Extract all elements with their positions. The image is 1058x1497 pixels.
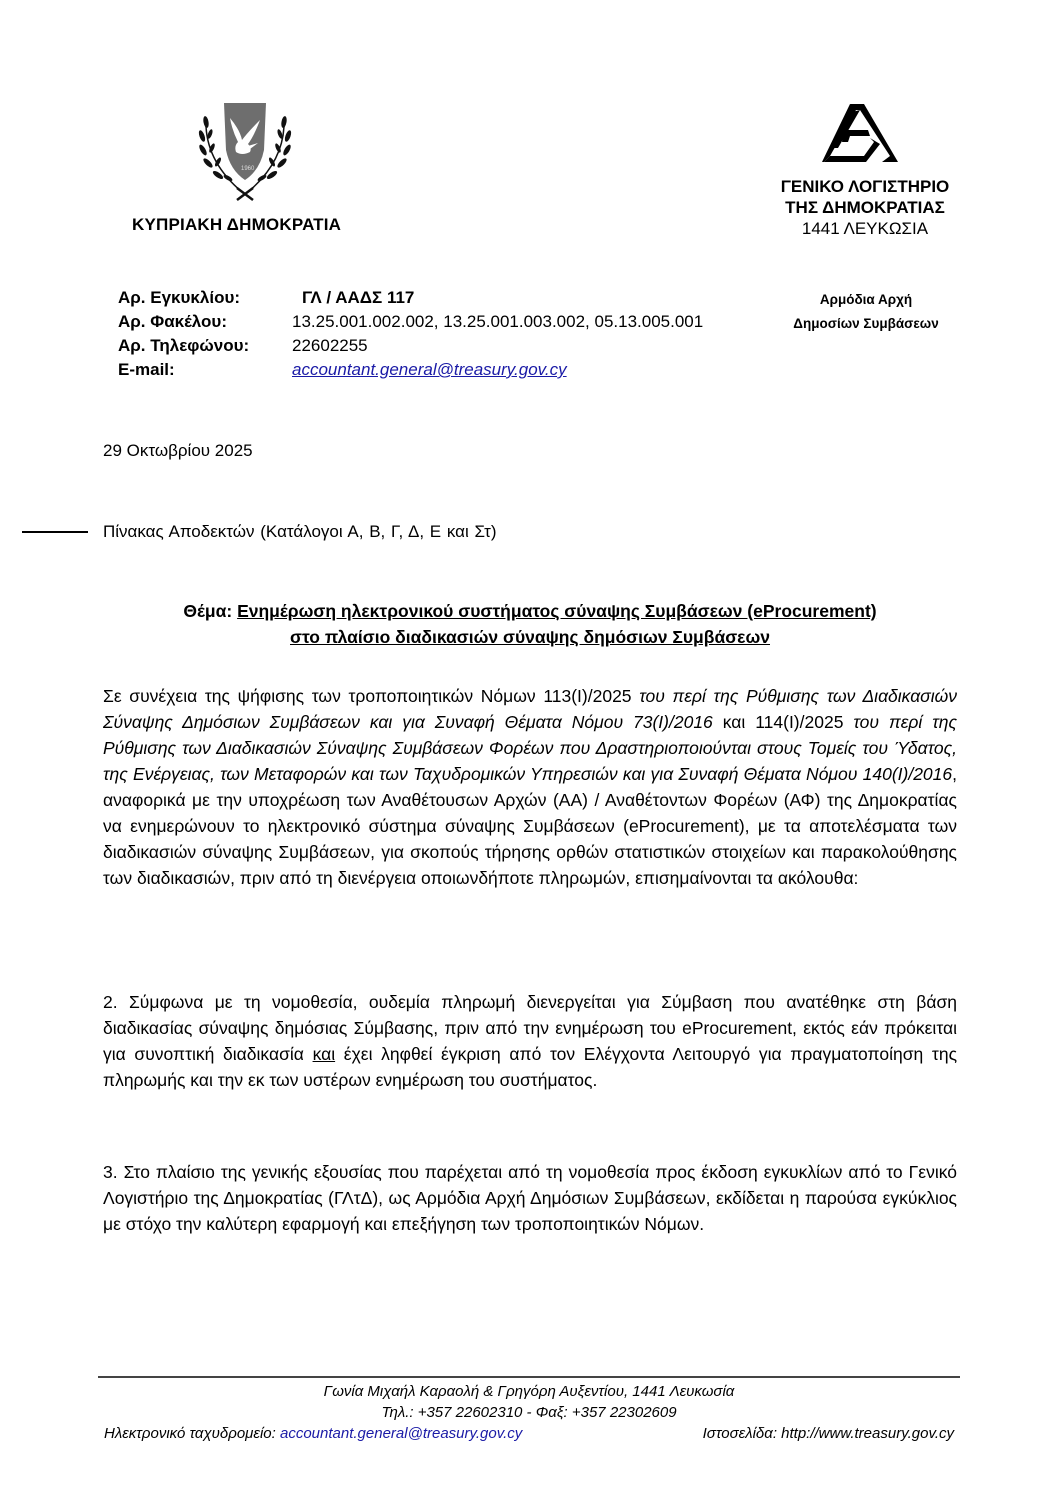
footer-email-link[interactable]: accountant.general@treasury.gov.cy [280,1425,523,1442]
treasury-triangle-logo-icon [820,100,900,166]
footer [98,1381,960,1444]
treasury-org-block [750,176,980,239]
recipients-divider [22,531,88,533]
subject-title-line1: Ενημέρωση ηλεκτρονικού συστήματος σύναψης Συμβάσεων (eProcurement) [237,601,877,621]
subject-label: Θέμα: [183,601,233,621]
phone-number-row [118,334,703,358]
subject-title-line2: στο πλαίσιο διαδικασιών σύναψης δημόσιων Συμβάσεων [290,627,770,647]
footer-contacts [98,1423,960,1444]
footer-website[interactable]: Ιστοσελίδα: http://www.treasury.gov.cy [702,1425,954,1442]
authority-line1: Αρμόδια Αρχή [819,292,913,307]
circular-number-value: ΓΛ / ΑΑΔΣ 117 [302,288,415,307]
p1-text-1: Σε συνέχεια της ψήφισης των τροποποιητικών Νόμων 113(I)/2025 [103,686,640,706]
p1-text-2: και 114(I)/2025 [712,712,854,732]
subject-block [90,598,970,650]
file-number-value: 13.25.001.002.002, 13.25.001.003.002, 05.13.005.001 [292,312,704,331]
treasury-city-line: 1441 ΛΕΥΚΩΣΙΑ [801,219,929,238]
circular-number-row [118,286,703,310]
p1-law-citation-2: του περί της Ρύθμισης των Διαδικασιών Σύναψης Συμβάσεων Φορέων που Δραστηριοποιούνται στους Τομείς του Ύδατος, της Ενέργειας, των Μεταφορών και των Ταχυδρομικών Υπηρεσιών και για Συναφή Θέματα Νόμου 140(I)/2016 [103,712,957,784]
p2-text-1: 2. Σύμφωνα με τη νομοθεσία, ουδεμία πληρωμή διενεργείται για Σύμβαση που ανατέθηκε στη βάση διαδικασίας σύναψης δημόσιας Σύμβασης, πριν από την ενημέρωση του eProcurement, εκτός εάν πρόκειται για συνοπτική διαδικασία [103,992,957,1064]
p1-law-citation-1: του περί της Ρύθμισης των Διαδικασιών Σύναψης Δημόσιων Συμβάσεων και για Συναφή Θέματα Νόμου 73(I)/2016 [103,686,957,732]
p1-text-3: , αναφορικά με την υποχρέωση των Αναθέτουσων Αρχών (ΑΑ) / Αναθέτοντων Φορέων (ΑΦ) της Δημοκρατίας να ενημερώνουν το ηλεκτρονικό σύστημα σύναψης Συμβάσεων (eProcurement), με τα αποτελέσματα των διαδικασιών σύναψης Συμβάσεων, για σκοπούς τήρησης ορθών στατιστικών στοιχείων και παρακολούθησης των διαδικασιών, πριν από τη διενέργεια οποιωνδήποτε πληρωμών, επισημαίνονται τα ακόλουθα: [103,764,957,888]
footer-phones: Τηλ.: +357 22602310 - Φαξ: +357 22302609 [381,1404,677,1421]
treasury-name-line2: ΤΗΣ ΔΗΜΟΚΡΑΤΙΑΣ [785,198,945,217]
footer-email-block [104,1423,522,1444]
document-date: 29 Οκτωβρίου 2025 [103,441,253,460]
phone-number-value: 22602255 [292,336,368,355]
paragraph-3: 3. Στο πλαίσιο της γενικής εξουσίας που παρέχεται από τη νομοθεσία προς έκδοση εγκυκλίων από το Γενικό Λογιστήριο της Δημοκρατίας (ΓΛτΔ), ως Αρμόδια Αρχή Δημόσιων Συμβάσεων, εκδίδεται η παρούσα εγκύκλιος με στόχο την καλύτερη εφαρμογή και επεξήγηση των τροποποιητικών Νόμων. [103,1162,957,1234]
paragraph-1 [103,683,957,891]
reference-metadata [118,286,703,382]
phone-number-label: Αρ. Τηλεφώνου: [118,336,250,355]
footer-email-label: Ηλεκτρονικό ταχυδρομείο: [104,1425,280,1442]
paragraph-2 [103,989,957,1093]
authority-line2: Δημοσίων Συμβάσεων [793,316,939,331]
p2-text-2: έχει ληφθεί έγκριση από τον Ελέγχοντα Λειτουργό για πραγματοποίηση της πληρωμής και την εκ των υστέρων ενημέρωση του συστήματος. [103,1044,958,1090]
circular-number-label: Αρ. Εγκυκλίου: [118,288,241,307]
email-row [118,358,703,382]
competent-authority-label [776,288,956,336]
cyprus-republic-label: ΚΥΠΡΙΑΚΗ ΔΗΜΟΚΡΑΤΙΑ [132,215,342,234]
subject-line2 [90,624,970,650]
cyprus-coat-of-arms-icon [190,100,300,205]
p2-emphasis-and: και [312,1044,336,1064]
footer-divider [98,1376,960,1378]
footer-address: Γωνία Μιχαήλ Καραολή & Γρηγόρη Αυξεντίου, 1441 Λευκωσία [323,1383,735,1400]
file-number-label: Αρ. Φακέλου: [118,312,227,331]
email-link[interactable]: accountant.general@treasury.gov.cy [292,360,567,379]
email-label: E-mail: [118,360,175,379]
treasury-name-line1: ΓΕΝΙΚΟ ΛΟΓΙΣΤΗΡΙΟ [780,177,950,196]
svg-text:1960: 1960 [241,166,255,172]
file-number-row [118,310,703,334]
recipients-line: Πίνακας Αποδεκτών (Κατάλογοι Α, Β, Γ, Δ, Ε και Στ) [103,522,497,541]
subject-line1 [90,598,970,624]
